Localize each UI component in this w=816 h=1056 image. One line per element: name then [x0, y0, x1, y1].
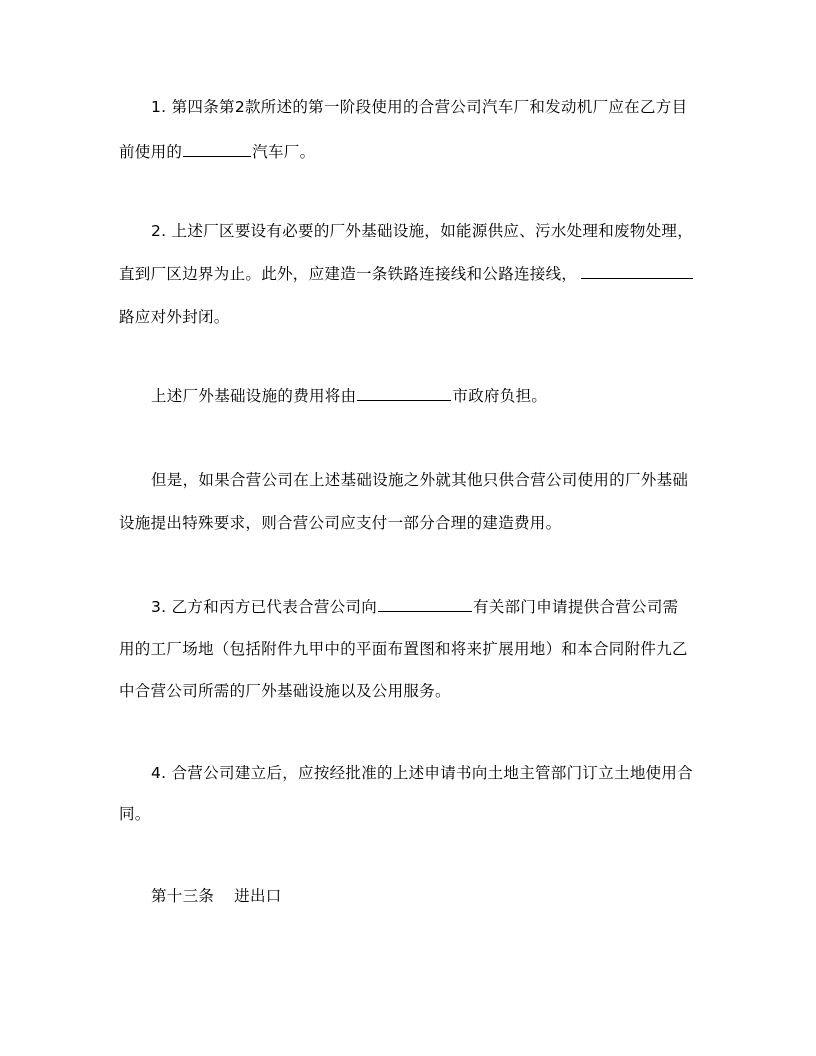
article-title: 进出口 — [234, 887, 282, 905]
paragraph-2-line-1: 2. 上述厂区要设有必要的厂外基础设施，如能源供应、污水处理和废物处理， — [151, 222, 694, 240]
paragraph-2-text-before-blank: 直到厂区边界为止。此外，应建造一条铁路连接线和公路连接线， — [119, 265, 578, 283]
paragraph-5-line-2: 用的工厂场地（包括附件九甲中的平面布置图和将来扩展用地）和本合同附件九乙 — [119, 640, 688, 658]
paragraph-1-text-after-blank: 汽车厂。 — [252, 143, 316, 161]
paragraph-2-line-2 — [119, 264, 694, 284]
fill-in-blank-3 — [357, 386, 451, 401]
paragraph-5-text-before-blank: 3. 乙方和丙方已代表合营公司向 — [151, 598, 378, 616]
paragraph-5-line-1 — [151, 597, 678, 617]
paragraph-3-text-before-blank: 上述厂外基础设施的费用将由 — [151, 387, 357, 405]
paragraph-5-text-after-blank: 有关部门申请提供合营公司需 — [473, 598, 679, 616]
paragraph-4-line-1: 但是，如果合营公司在上述基础设施之外就其他只供合营公司使用的厂外基础 — [151, 471, 689, 489]
paragraph-3-text-after-blank: 市政府负担。 — [452, 387, 548, 405]
paragraph-6-line-2: 同。 — [119, 805, 151, 823]
paragraph-1-text-before-blank: 前使用的 — [119, 143, 183, 161]
fill-in-blank-4 — [378, 597, 472, 612]
paragraph-5-line-3: 中合营公司所需的厂外基础设施以及公用服务。 — [119, 682, 451, 700]
paragraph-4-line-2: 设施提出特殊要求，则合营公司应支付一部分合理的建造费用。 — [119, 514, 562, 532]
paragraph-2-line-3: 路应对外封闭。 — [119, 308, 230, 326]
paragraph-1-line-1: 1. 第四条第2款所述的第一阶段使用的合营公司汽车厂和发动机厂应在乙方目 — [151, 98, 688, 116]
fill-in-blank-1 — [183, 142, 251, 157]
paragraph-3-line-1 — [151, 386, 547, 406]
paragraph-6-line-1: 4. 合营公司建立后，应按经批准的上述申请书向土地主管部门订立土地使用合 — [151, 764, 694, 782]
paragraph-1-line-2 — [119, 142, 315, 162]
fill-in-blank-2 — [581, 264, 693, 279]
article-number: 第十三条 — [151, 887, 215, 905]
article-heading — [151, 886, 282, 906]
